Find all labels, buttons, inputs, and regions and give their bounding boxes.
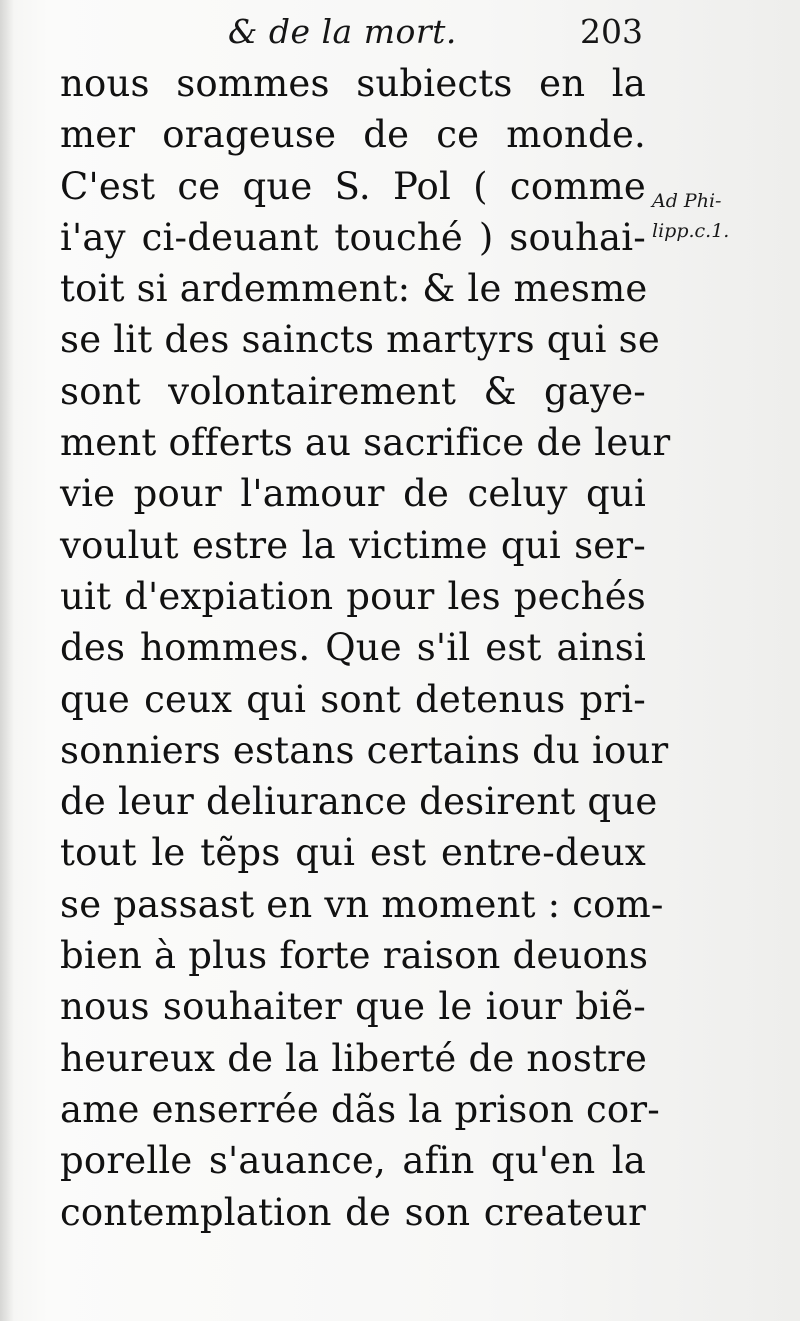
text-line: nous souhaiter que le iour biẽ- [60,985,646,1029]
text-line: tout le tẽps qui est entre-deux [60,831,646,875]
text-line: que ceux qui sont detenus pri- [60,677,646,721]
text-line: vie pour l'amour de celuy qui [60,472,646,516]
page-header [0,10,800,60]
page-number: 203 [580,12,643,51]
text-line: se lit des saincts martyrs qui se [60,318,660,362]
text-line: de leur deliurance desirent que [60,780,658,824]
text-line: heureux de la liberté de nostre [60,1036,648,1080]
text-line: ame enserrée dãs la prison cor- [60,1087,660,1131]
text-line: ment offerts au sacrifice de leur [60,421,671,465]
text-line: mer orageuse de ce monde. [60,113,646,157]
text-line: C'est ce que S. Pol ( comme [60,164,646,208]
text-line: sonniers estans certains du iour [60,728,669,772]
page-gutter-shadow [0,0,14,1321]
text-line: porelle s'auance, afin qu'en la [60,1139,646,1183]
text-line: bien à plus forte raison deuons [60,934,649,978]
body-text [60,58,671,1238]
text-line: nous sommes subiects en la [60,62,646,105]
marginal-note-line: lipp.c.1. [652,220,730,242]
text-line: des hommes. Que s'il est ainsi [60,626,646,670]
marginal-note-line: Ad Phi- [652,190,722,212]
marginal-note [652,186,729,246]
text-line: toit si ardemment: & le mesme [60,267,648,311]
text-line: i'ay ci-deuant touché ) souhai- [60,215,646,259]
text-line: sont volontairement & gaye- [60,369,646,413]
text-line: voulut estre la victime qui ser- [60,523,646,567]
text-line: se passast en vn moment : com- [60,882,664,926]
text-line: uit d'expiation pour les pechés [60,574,646,618]
running-head: & de la mort. [228,12,457,51]
text-line: contemplation de son createur [60,1190,646,1234]
